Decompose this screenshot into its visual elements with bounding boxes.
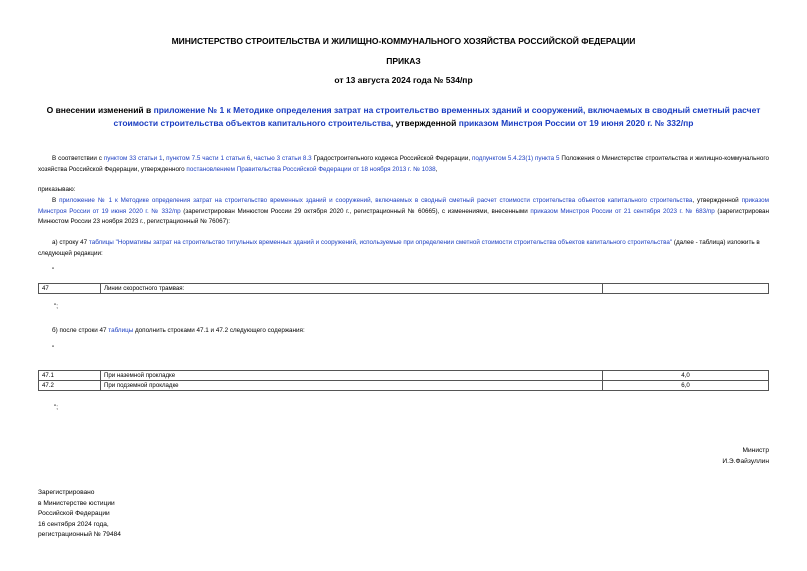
item-a-text: (далее - таблица) изложить в следующей редакции: [38, 239, 760, 257]
main-text: , утвержденной [692, 197, 742, 204]
subject-text: О внесении изменений в [46, 105, 154, 115]
item-a-paragraph [38, 238, 769, 259]
link-article-6[interactable]: пунктом 7.5 части 1 статьи 6 [166, 155, 251, 162]
link-appendix-1[interactable]: приложение № 1 к Методике определения затрат на строительство временных зданий и сооружений, включаемых в сводный сметный расчет стоимости строительства объектов капитального строительства [59, 197, 693, 204]
row-value: 6,0 [603, 381, 769, 391]
main-text: (зарегистрирован Минюстом России 23 ноября 2023 г., регистрационный № 76067): [38, 207, 770, 225]
row-number: 47.1 [39, 371, 101, 381]
link-table[interactable]: таблицы [108, 327, 134, 334]
subject-text: , утвержденной [390, 118, 459, 128]
preamble-text: , [250, 155, 254, 162]
item-b-text: дополнить строками 47.1 и 47.2 следующего содержания: [133, 327, 305, 334]
preamble-paragraph [38, 154, 769, 175]
row-value: 4,0 [603, 371, 769, 381]
signatory-name: И.Э.Файзуллин [722, 457, 769, 465]
registration-line: Российской Федерации [38, 510, 110, 517]
signature-block [722, 446, 769, 467]
item-b-text: б) после строки 47 [52, 327, 109, 334]
link-order-683[interactable]: приказом Минстроя России от 21 сентября 2023 г. № 683/пр [530, 207, 715, 215]
registration-date: 16 сентября 2024 года, [38, 520, 109, 528]
row-value [603, 284, 769, 294]
link-article-1[interactable]: пунктом 33 статьи 1 [103, 155, 163, 162]
link-norms-table[interactable]: таблицы "Нормативы затрат на строительство титульных временных зданий и сооружений, используемые при определении сметной стоимости строительства объектов капитального строительства" [88, 239, 673, 246]
registration-line: в Министерстве юстиции [38, 499, 115, 507]
row-number: 47.2 [39, 381, 101, 391]
table-row [39, 284, 769, 294]
document-type: ПРИКАЗ [386, 56, 421, 66]
quote-close: "; [54, 303, 58, 310]
order-date-number: от 13 августа 2024 года № 534/пр [334, 75, 473, 85]
preamble-text: В соответствии с [52, 155, 104, 162]
preamble-text: , [162, 155, 167, 162]
preamble-text: Положения о Министерстве строительства и жилищно-коммунального хозяйства Российской Федерации, утвержденного [38, 155, 770, 173]
subject-link-appendix[interactable]: приложение № 1 к Методике определения затрат на строительство временных зданий и сооружений, включаемых в сводный сметный расчет стоимости строительства объектов капитального строительства [113, 105, 761, 128]
replacement-table [38, 283, 769, 294]
table-row [39, 371, 769, 381]
row-name: Линии скоростного трамвая: [101, 284, 603, 294]
registration-block [38, 488, 121, 541]
table-row [39, 381, 769, 391]
order-word: приказываю: [38, 186, 76, 193]
item-a-text: а) строку 47 [52, 239, 89, 246]
preamble-text: , [435, 165, 438, 173]
signatory-title: Министр [742, 447, 769, 454]
link-order-332[interactable]: приказом Минстроя России от 19 июня 2020 г. № 332/пр [38, 197, 769, 215]
registration-number: регистрационный № 79484 [38, 531, 121, 538]
link-regulation-point[interactable]: подпунктом 5.4.23(1) пункта 5 [472, 155, 560, 162]
preamble-text: Градостроительного кодекса Российской Федерации, [311, 155, 472, 162]
row-name: При подземной прокладке [101, 381, 603, 391]
quote-close: "; [54, 404, 58, 411]
main-text: (зарегистрирован Минюстом России 29 октября 2020 г., регистрационный № 60665), с изменениями, внесенными [180, 207, 531, 215]
addition-table [38, 370, 769, 391]
order-subject [40, 104, 767, 130]
quote-open: " [52, 267, 55, 274]
ministry-title: МИНИСТЕРСТВО СТРОИТЕЛЬСТВА И ЖИЛИЩНО-КОММУНАЛЬНОГО ХОЗЯЙСТВА РОССИЙСКОЙ ФЕДЕРАЦИИ [171, 36, 636, 46]
link-article-8-3[interactable]: частью 3 статьи 8.3 [253, 155, 312, 162]
row-number: 47 [39, 284, 101, 294]
main-paragraph [38, 196, 769, 228]
quote-open: " [52, 345, 55, 352]
main-text: В [52, 197, 60, 204]
row-name: При наземной прокладке [101, 371, 603, 381]
link-government-decree[interactable]: постановлением Правительства Российской Федерации от 18 ноября 2013 г. № 1038 [186, 165, 436, 173]
registration-line: Зарегистрировано [38, 489, 95, 496]
subject-link-order[interactable]: приказом Минстроя России от 19 июня 2020 г. № 332/пр [458, 118, 694, 128]
item-b-paragraph [52, 327, 305, 334]
